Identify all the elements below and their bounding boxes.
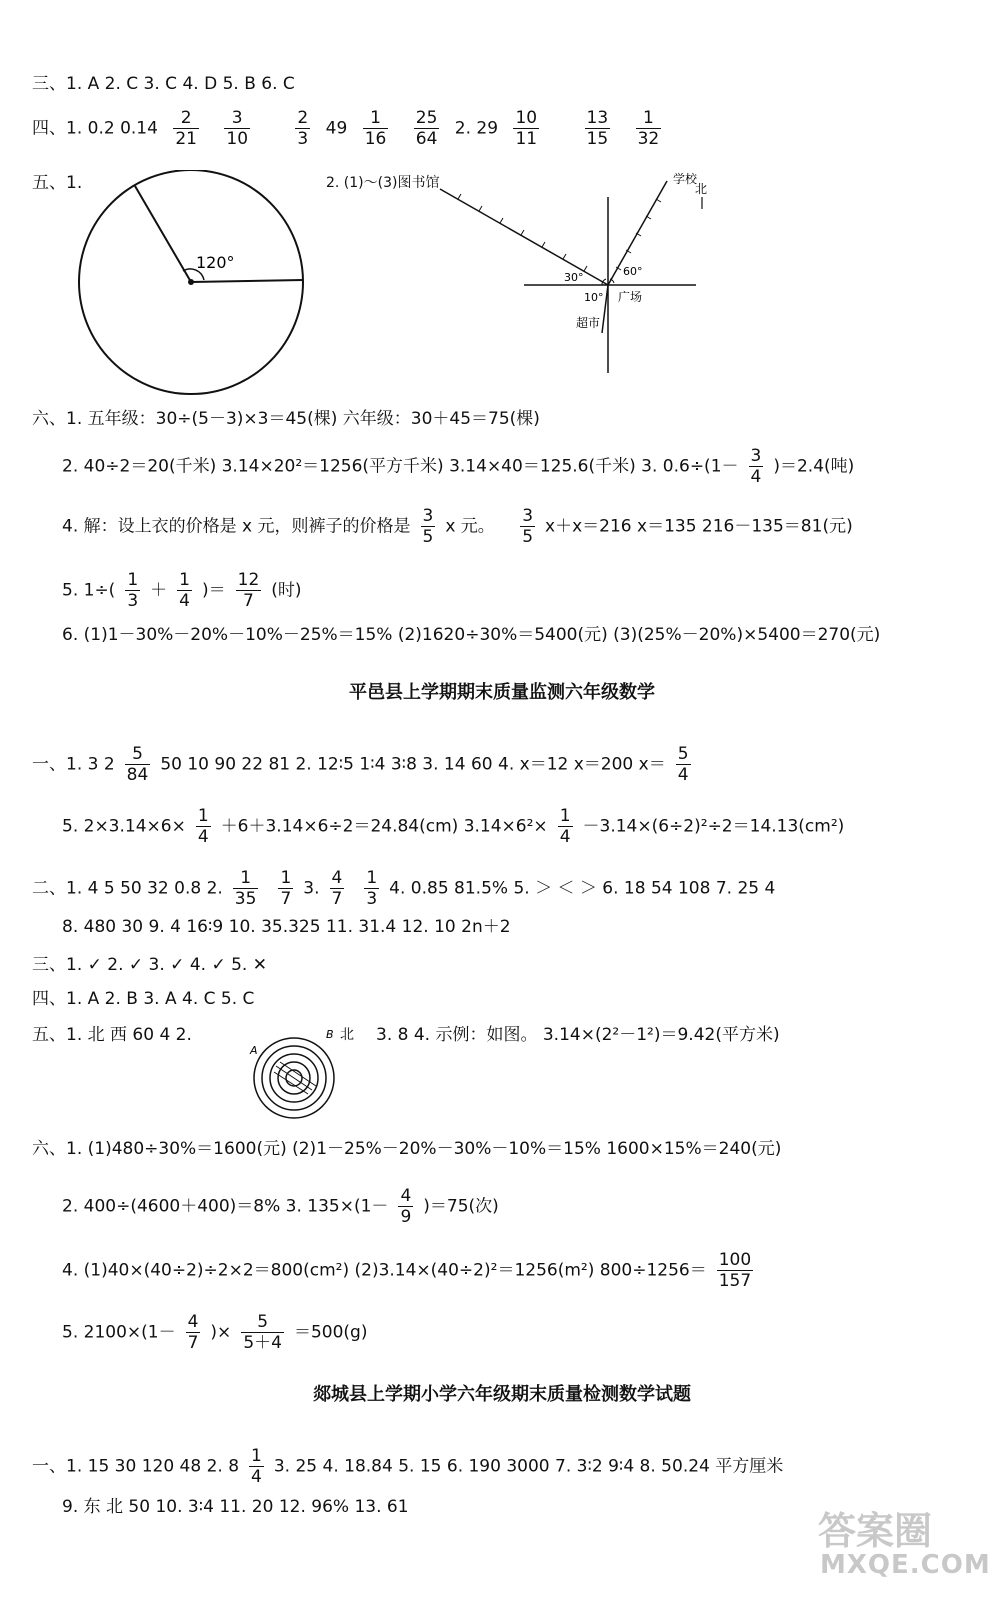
fraction [241, 1312, 284, 1353]
denominator: 7 [187, 1333, 199, 1353]
line-text: )× [210, 1322, 232, 1343]
section-title-tancheng: 郯城县上学期小学六年级期末质量检测数学试题 [313, 1384, 691, 1405]
denominator: 4 [677, 765, 689, 785]
denominator: 4 [179, 591, 190, 611]
label-square: 广场 [618, 290, 643, 304]
line-text: 4. 解：设上衣的价格是 x 元，则裤子的价格是 [62, 516, 411, 537]
denominator: 157 [718, 1271, 752, 1291]
north-label: 北 [340, 1027, 354, 1043]
denominator: 5 [522, 527, 534, 547]
radius-line [135, 186, 191, 282]
line-text: 5. 1÷( [62, 580, 116, 601]
line-text: 2. 400÷(4600＋400)＝8% 3. 135×(1－ [62, 1196, 389, 1217]
answer-line-5-a: 五、1. 北 西 60 4 2. [32, 1025, 192, 1045]
answer-line-6-2 [62, 1186, 499, 1227]
answer-line-4 [32, 108, 671, 149]
numerator: 25 [415, 108, 438, 128]
answer-line-6-5 [62, 570, 302, 611]
numerator: 100 [718, 1250, 752, 1270]
label-b: B [326, 1028, 334, 1041]
denominator: 7 [243, 591, 254, 611]
denominator: 11 [515, 129, 538, 149]
answer-line-2-8: 8. 480 30 9. 4 16∶9 10. 35.325 11. 31.4 12. 10 2n＋2 [62, 917, 511, 937]
line-text: 3. [303, 878, 320, 899]
denominator: 5＋4 [243, 1333, 282, 1353]
answer-line-5: 五、1. [32, 173, 83, 193]
denominator: 3 [297, 129, 309, 149]
label-a: A [250, 1044, 258, 1057]
line-text: 四、1. 0.2 0.14 [32, 118, 158, 139]
radius-line [191, 280, 303, 282]
label-60deg: 60° [623, 265, 643, 278]
denominator: 64 [415, 129, 438, 149]
fraction [421, 506, 436, 547]
label-north: 北 [695, 182, 708, 196]
numerator: 5 [677, 744, 689, 764]
numerator: 5 [241, 1312, 284, 1333]
fraction [676, 744, 691, 785]
answer-line-3: 三、1. A 2. C 3. C 4. D 5. B 6. C [32, 74, 295, 94]
answer-line-6-5 [62, 1312, 367, 1353]
denominator: 21 [175, 129, 197, 149]
denominator: 15 [586, 129, 609, 149]
line-text: x 元。 [445, 516, 495, 537]
denominator: 7 [280, 889, 292, 909]
line-text: －3.14×(6÷2)²÷2＝14.13(cm²) [582, 816, 845, 837]
angle-label: 120° [196, 253, 235, 272]
numerator: 10 [515, 108, 538, 128]
section-title-pingyi: 平邑县上学期期末质量监测六年级数学 [349, 682, 655, 703]
fraction [177, 570, 192, 611]
numerator: 1 [233, 868, 259, 889]
label-market: 超市 [576, 316, 601, 330]
numerator: 4 [331, 868, 343, 888]
circle-diagram [78, 170, 310, 400]
fraction [186, 1312, 201, 1353]
numerator: 1 [127, 570, 139, 590]
hatch-line [280, 1062, 316, 1086]
numerator: 2 [297, 108, 309, 128]
numerator: 3 [422, 506, 434, 526]
line-text: 二、1. 4 5 50 32 0.8 2. [32, 878, 223, 899]
numerator: 1 [363, 108, 389, 129]
fraction [585, 108, 611, 149]
numerator: 4 [187, 1312, 199, 1332]
fraction [249, 1446, 264, 1487]
denominator: 84 [126, 765, 149, 785]
map-title: 2. (1)～(3)图书馆 [326, 175, 440, 191]
numerator: 1 [179, 570, 190, 590]
line-text: 5. 2100×(1－ [62, 1322, 176, 1343]
line-text: )＝75(次) [423, 1196, 499, 1217]
numerator: 1 [366, 868, 378, 888]
numerator: 5 [125, 744, 151, 765]
line-text: )＝2.4(吨) [773, 456, 855, 477]
numerator: 1 [197, 806, 209, 826]
fraction [717, 1250, 753, 1291]
denominator: 3 [127, 591, 139, 611]
fraction [295, 108, 310, 149]
line-text: 2. 40÷2＝20(千米) 3.14×20²＝1256(平方千米) 3.14×40＝125.6(千米) 3. 0.6÷(1－ [62, 456, 739, 477]
denominator: 35 [234, 889, 257, 909]
numerator: 1 [251, 1446, 262, 1466]
denominator: 4 [559, 827, 571, 847]
fraction [125, 570, 140, 611]
line-text: 2. 29 [454, 118, 499, 139]
label-school: 学校 [673, 172, 698, 186]
fraction [513, 108, 539, 149]
answer-line-1-5 [62, 806, 844, 847]
denominator: 9 [400, 1207, 412, 1227]
fraction [363, 108, 389, 149]
line-text: ＝500(g) [293, 1322, 368, 1343]
line-text: 4. (1)40×(40÷2)÷2×2＝800(cm²) (2)3.14×(40÷2)²＝1256(m²) 800÷1256＝ [62, 1260, 707, 1281]
fraction [749, 446, 764, 487]
line-text: ＋ [150, 580, 168, 601]
answer-line-3: 三、1. ✓ 2. ✓ 3. ✓ 4. ✓ 5. ✕ [32, 955, 267, 975]
denominator: 10 [226, 129, 249, 149]
denominator: 4 [251, 1467, 262, 1487]
fraction [233, 868, 259, 909]
answer-line-1-9: 9. 东 北 50 10. 3∶4 11. 20 12. 96% 13. 61 [62, 1497, 409, 1517]
label-30deg: 30° [564, 271, 584, 284]
numerator: 3 [522, 506, 534, 526]
numerator: 1 [280, 868, 292, 888]
fraction [398, 1186, 413, 1227]
answer-line-6-1: 六、1. 五年级：30÷(5－3)×3＝45(棵) 六年级：30＋45＝75(棵) [32, 409, 540, 429]
fraction [520, 506, 535, 547]
answer-line-6-4 [62, 1250, 763, 1291]
answer-line-1 [32, 1446, 783, 1487]
denominator: 3 [366, 889, 378, 909]
fraction [558, 806, 573, 847]
numerator: 3 [750, 446, 762, 466]
watermark-url: MXQE.COM [820, 1550, 991, 1580]
answer-line-6-2 [62, 446, 854, 487]
denominator: 4 [750, 467, 762, 487]
denominator: 7 [331, 889, 343, 909]
scale-ticks [458, 194, 587, 271]
line-text: 5. 2×3.14×6× [62, 816, 186, 837]
line-text: (时) [271, 580, 302, 601]
line-text: x＋x＝216 x＝135 216－135＝81(元) [545, 516, 853, 537]
line-text: 50 10 90 22 81 2. 12∶5 1∶4 3∶8 3. 14 60 4. x＝12 x＝200 x＝ [160, 754, 666, 775]
fraction [196, 806, 211, 847]
denominator: 4 [197, 827, 209, 847]
answer-line-6-4 [62, 506, 853, 547]
fraction [330, 868, 345, 909]
line-text: 一、1. 15 30 120 48 2. 8 [32, 1456, 240, 1477]
fraction [236, 570, 262, 611]
answer-line-6-1: 六、1. (1)480÷30%＝1600(元) (2)1－25%－20%－30%－10%＝15% 1600×15%＝240(元) [32, 1139, 782, 1159]
line-text: 3. 25 4. 18.84 5. 15 6. 190 3000 7. 3∶2 9∶4 8. 50.24 平方厘米 [273, 1456, 784, 1477]
numerator: 1 [559, 806, 571, 826]
line-text: 一、1. 3 2 [32, 754, 115, 775]
fraction [173, 108, 199, 149]
line-text: 4. 0.85 81.5% 5. ＞ ＜ ＞ 6. 18 54 108 7. 25 4 [389, 878, 776, 899]
numerator: 13 [586, 108, 609, 128]
line-text: 49 [325, 118, 348, 139]
numerator: 12 [237, 570, 260, 590]
fraction [364, 868, 379, 909]
direction-map [430, 165, 720, 380]
line-text: ＋6＋3.14×6÷2＝24.84(cm) 3.14×6²× [220, 816, 548, 837]
numerator: 2 [173, 108, 199, 129]
answer-line-6-6: 6. (1)1－30%－20%－10%－25%＝15% (2)1620÷30%＝5400(元) (3)(25%－20%)×5400＝270(元) [62, 625, 881, 645]
answer-line-4: 四、1. A 2. B 3. A 4. C 5. C [32, 989, 255, 1009]
watermark-logo: 答案圈 [818, 1509, 933, 1553]
answer-line-1 [32, 744, 701, 785]
answer-line-5-c: 3. 8 4. 示例：如图。 3.14×(2²－1²)＝9.42(平方米) [376, 1025, 780, 1045]
label-10deg: 10° [584, 291, 604, 304]
numerator: 3 [224, 108, 250, 129]
fraction [414, 108, 440, 149]
denominator: 16 [364, 129, 387, 149]
fraction [278, 868, 293, 909]
numerator: 4 [400, 1186, 412, 1206]
fraction [636, 108, 662, 149]
denominator: 5 [422, 527, 434, 547]
answer-line-2 [32, 868, 775, 909]
denominator: 32 [637, 129, 660, 149]
fraction [125, 744, 151, 785]
center-point [188, 279, 194, 285]
numerator: 1 [636, 108, 662, 129]
fraction [224, 108, 250, 149]
line-text: )＝ [201, 580, 226, 601]
